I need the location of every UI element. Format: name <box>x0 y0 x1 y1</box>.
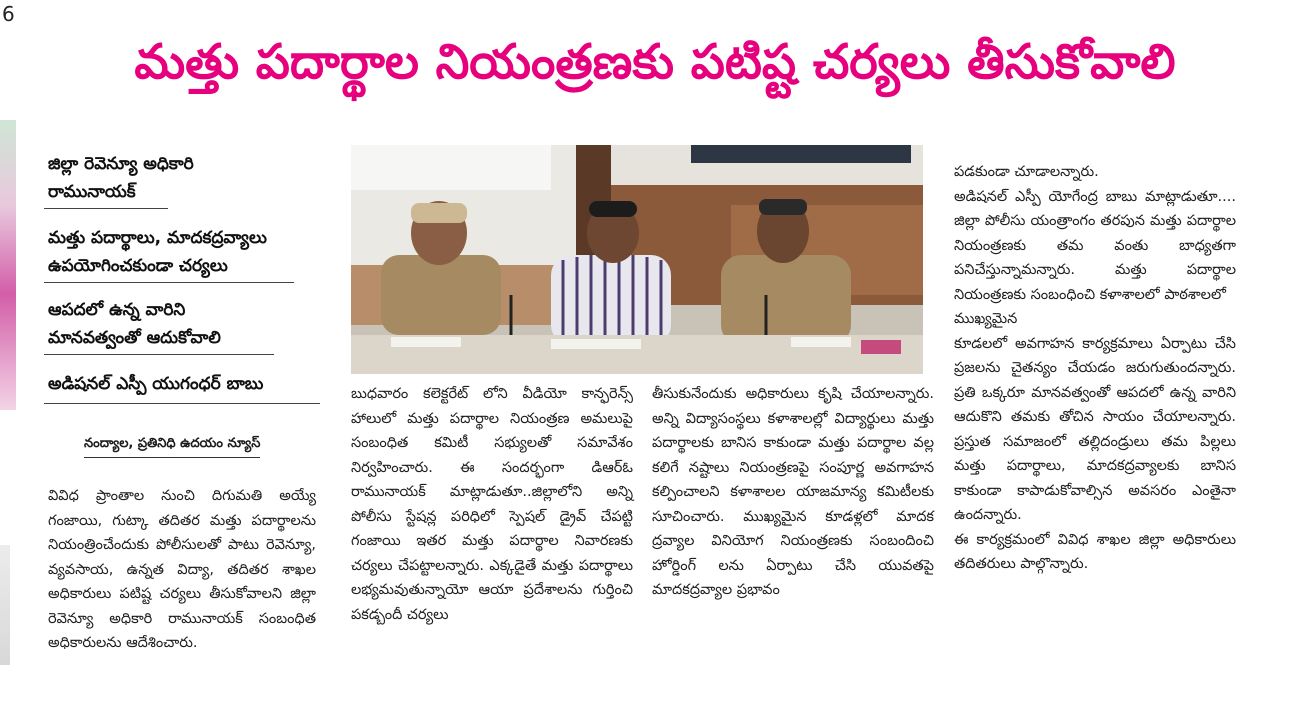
kicker-4 <box>48 370 263 398</box>
kicker-2-divider <box>44 282 294 283</box>
article-col4-para-2: అడిషనల్ ఎస్పీ యోగేంద్ర బాబు మాట్లాడుతూ.... జిల్లా పోలీసు యంత్రాంగం తరపున మత్తు పదార్థాల నియంత్రణకు తమ వంతు బాధ్యతగా పనిచేస్తున్నామన్నారు. మత్తు పదార్థాల నియంత్రణకు సంబంధించి కళాశాలలో పాఠశాలలో <box>954 188 1236 303</box>
kicker-2-line-2: ఉపయోగించకుండా చర్యలు <box>48 256 228 276</box>
kicker-4-divider <box>44 403 320 404</box>
article-col4-para-3: ముఖ్యమైన <box>954 311 1018 327</box>
article-col4-para-5: ఈ కార్యక్రమంలో వివిధ శాఖల జిల్లా అధికారులు తదితరులు పాల్గొన్నారు. <box>954 531 1236 572</box>
page-number: 6 <box>2 2 15 26</box>
article-column-2 <box>351 382 633 627</box>
kicker-1-line-1: జిల్లా రెవెన్యూ అధికారి <box>48 154 194 174</box>
meeting-photo <box>351 145 923 374</box>
article-col2-text: బుధవారం కలెక్టరేట్ లోని వీడియో కాన్ఫరెన్స్ హాలులో మత్తు పదార్థాల నియంత్రణ అమలుపై సంబంధిత కమిటీ సభ్యులతో సమావేశం నిర్వహించారు. ఈ సందర్భంగా డిఆర్‌ఓ రామునాయక్ మాట్లాడుతూ..జిల్లాలోని అన్ని పోలీసు స్టేషన్ల పరిధిలో స్పెషల్ డ్రైవ్ చేపట్టి గంజాయి ఇతర మత్తు పదార్థాల నివారణకు చర్యలు చేపట్టాలన్నారు. ఎక్కడైతే మత్తు పదార్థాలు లభ్యమవుతున్నాయో ఆయా ప్రదేశాలను గుర్తించి పకడ్బందీ చర్యలు <box>351 386 633 623</box>
kicker-3-divider <box>44 354 274 355</box>
kicker-3-line-2: మానవత్వంతో ఆదుకోవాలి <box>48 328 221 348</box>
headline: మత్తు పదార్థాల నియంత్రణకు పటిష్ట చర్యలు తీసుకోవాలి <box>134 34 1176 90</box>
kicker-1-divider <box>44 208 168 209</box>
kicker-4-line-1: అడిషనల్ ఎస్పీ యుగంధర్ బాబు <box>48 374 264 394</box>
article-col4-para-4: కూడలలో అవగాహన కార్యక్రమాలు ఏర్పాటు చేసి ప్రజలను చైతన్యం చేయడం జరుగుతుందన్నారు. ప్రతి ఒక్కరూ మానవత్వంతో ఆపదలో ఉన్న వారిని ఆదుకొని తమకు తోచిన సాయం చేయాలన్నారు. ప్రస్తుత సమాజంలో తల్లిదండ్రులు తమ పిల్లలు మత్తు పదార్థాలు, మాదకద్రవ్యాలకు బానిస కాకుండా కాపాడుకోవాల్సిన అవసరం ఎంతైనా ఉందన్నారు. <box>954 335 1236 523</box>
article-column-1 <box>48 484 316 656</box>
kicker-2 <box>48 224 267 280</box>
kicker-3 <box>48 296 221 352</box>
adjacent-ad-image-strip <box>0 120 16 410</box>
kicker-1-line-2: రామునాయక్ <box>48 182 136 202</box>
kicker-1 <box>48 150 194 206</box>
byline: నంద్యాల, ప్రతినిధి ఉదయం న్యూస్ <box>84 436 260 458</box>
adjacent-ad-image-strip-lower <box>0 545 10 665</box>
article-col1-text: వివిధ ప్రాంతాల నుంచి దిగుమతి అయ్యే గంజాయి, గుట్కా తదితర మత్తు పదార్థాలను నియంత్రించేందుకు పోలీసులతో పాటు రెవెన్యూ, వ్యవసాయ, ఉన్నత విద్యా, తదితర శాఖల అధికారులు పటిష్ట చర్యలు తీసుకోవాలని జిల్లా రెవెన్యూ అధికారి రామునాయక్ సంబంధిత అధికారులను ఆదేశించారు. <box>48 488 316 651</box>
article-col3-text: తీసుకునేందుకు అధికారులు కృషి చేయాలన్నారు. అన్ని విద్యాసంస్థలు కళాశాలల్లో విద్యార్థులు మత్తు పదార్థాలకు బానిస కాకుండా మత్తు పదార్థాల వల్ల కలిగే నష్టాలు నియంత్రణపై సంపూర్ణ అవగాహన కల్పించాలని కళాశాలల యాజమాన్య కమిటీలకు సూచించారు. ముఖ్యమైన కూడళ్లలో మాదక ద్రవ్యాల వినియోగ నియంత్రణకు సంబందించి హోర్డింగ్ లను ఏర్పాటు చేసి యువతపై మాదకద్రవ్యాల ప్రభావం <box>652 386 934 598</box>
article-column-3 <box>652 382 934 603</box>
article-column-4 <box>954 160 1236 577</box>
meeting-photo-illustration <box>351 145 923 374</box>
article-col4-para-1: పడకుండా చూడాలన్నారు. <box>954 164 1099 180</box>
kicker-3-line-1: ఆపదలో ఉన్న వారిని <box>48 300 186 320</box>
kicker-2-line-1: మత్తు పదార్థాలు, మాదకద్రవ్యాలు <box>48 228 267 248</box>
